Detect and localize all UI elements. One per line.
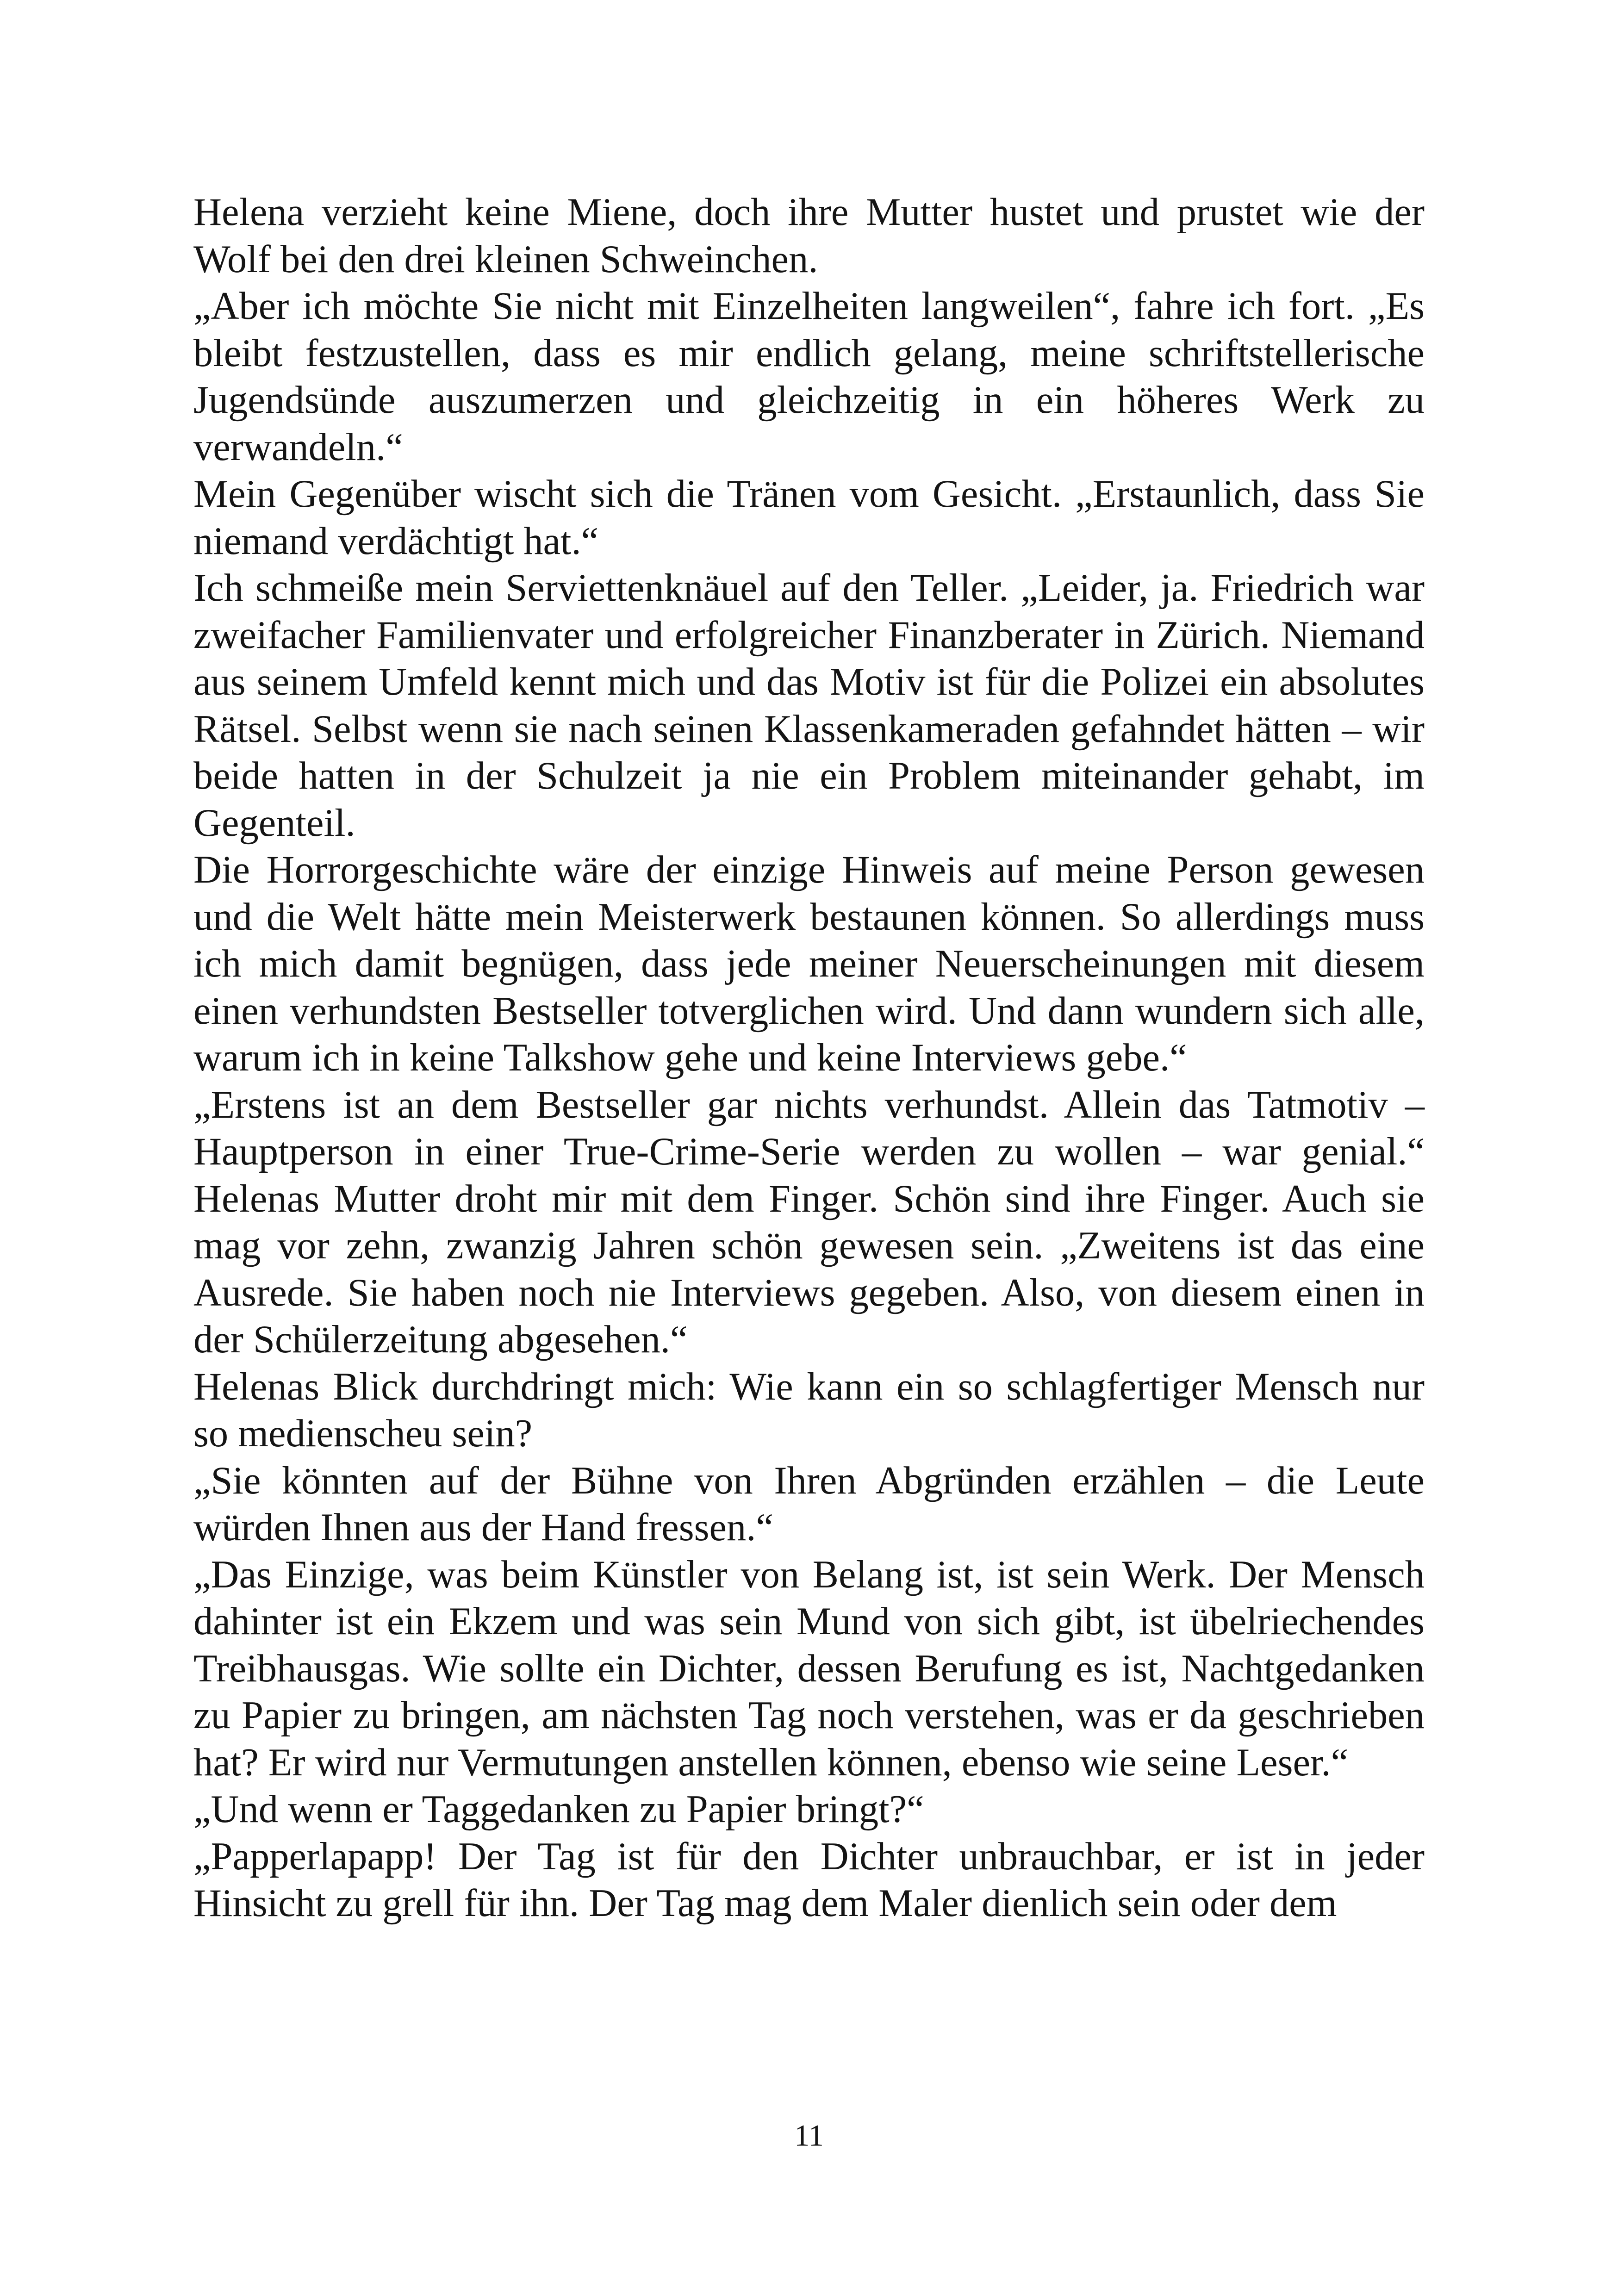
paragraph: „Und wenn er Taggedanken zu Papier bringt?“ <box>193 1788 924 1831</box>
paragraph: „Aber ich möchte Sie nicht mit Einzelheiten langweilen“, fahre ich fort. „Es bleibt festzustellen, dass es mir endlich gelang, meine schriftstellerische Jugendsünde auszumerzen und gleichzeitig in ein höheres Werk zu verwandeln.“ <box>193 285 1425 469</box>
paragraph: „Sie könnten auf der Bühne von Ihren Abgründen erzählen – die Leute würden Ihnen aus der Hand fressen.“ <box>193 1459 1425 1549</box>
page-number: 11 <box>794 2119 824 2153</box>
paragraph: Ich schmeiße mein Serviettenknäuel auf den Teller. „Leider, ja. Friedrich war zweifacher Familienvater und erfolgreicher Finanzberater in Zürich. Niemand aus seinem Umfeld kennt mich und das Motiv ist für die Polizei ein absolutes Rätsel. Selbst wenn sie nach seinen Klassenkameraden gefahndet hätten – wir beide hatten in der Schulzeit ja nie ein Problem miteinander gehabt, im Gegenteil. <box>193 566 1425 845</box>
paragraph: Mein Gegenüber wischt sich die Tränen vom Gesicht. „Erstaunlich, dass Sie niemand verdächtigt hat.“ <box>193 473 1425 563</box>
body-text <box>193 189 1425 1927</box>
paragraph: „Papperlapapp! Der Tag ist für den Dichter unbrauchbar, er ist in jeder Hinsicht zu grell für ihn. Der Tag mag dem Maler dienlich sein oder dem <box>193 1835 1425 1925</box>
paragraph: Die Horrorgeschichte wäre der einzige Hinweis auf meine Person gewesen und die Welt hätte mein Meisterwerk bestaunen können. So allerdings muss ich mich damit begnügen, dass jede meiner Neuerscheinungen mit diesem einen verhundsten Bestseller totverglichen wird. Und dann wundern sich alle, warum ich in keine Talkshow gehe und keine Interviews gebe.“ <box>193 848 1425 1079</box>
paragraph: Helenas Blick durchdringt mich: Wie kann ein so schlagfertiger Mensch nur so medienscheu sein? <box>193 1365 1425 1455</box>
paragraph: Helena verzieht keine Miene, doch ihre Mutter hustet und prustet wie der Wolf bei den drei kleinen Schweinchen. <box>193 191 1425 281</box>
paragraph: „Das Einzige, was beim Künstler von Belang ist, ist sein Werk. Der Mensch dahinter ist ein Ekzem und was sein Mund von sich gibt, ist übelriechendes Treibhausgas. Wie sollte ein Dichter, dessen Berufung es ist, Nachtgedanken zu Papier zu bringen, am nächsten Tag noch verstehen, was er da geschrieben hat? Er wird nur Vermutungen anstellen können, ebenso wie seine Leser.“ <box>193 1553 1425 1784</box>
paragraph: „Erstens ist an dem Bestseller gar nichts verhundst. Allein das Tatmotiv – Hauptperson in einer True-Crime-Serie werden zu wollen – war genial.“ Helenas Mutter droht mir mit dem Finger. Schön sind ihre Finger. Auch sie mag vor zehn, zwanzig Jahren schön gewesen sein. „Zweitens ist das eine Ausrede. Sie haben noch nie Interviews gegeben. Also, von diesem einen in der Schülerzeitung abgesehen.“ <box>193 1083 1425 1361</box>
